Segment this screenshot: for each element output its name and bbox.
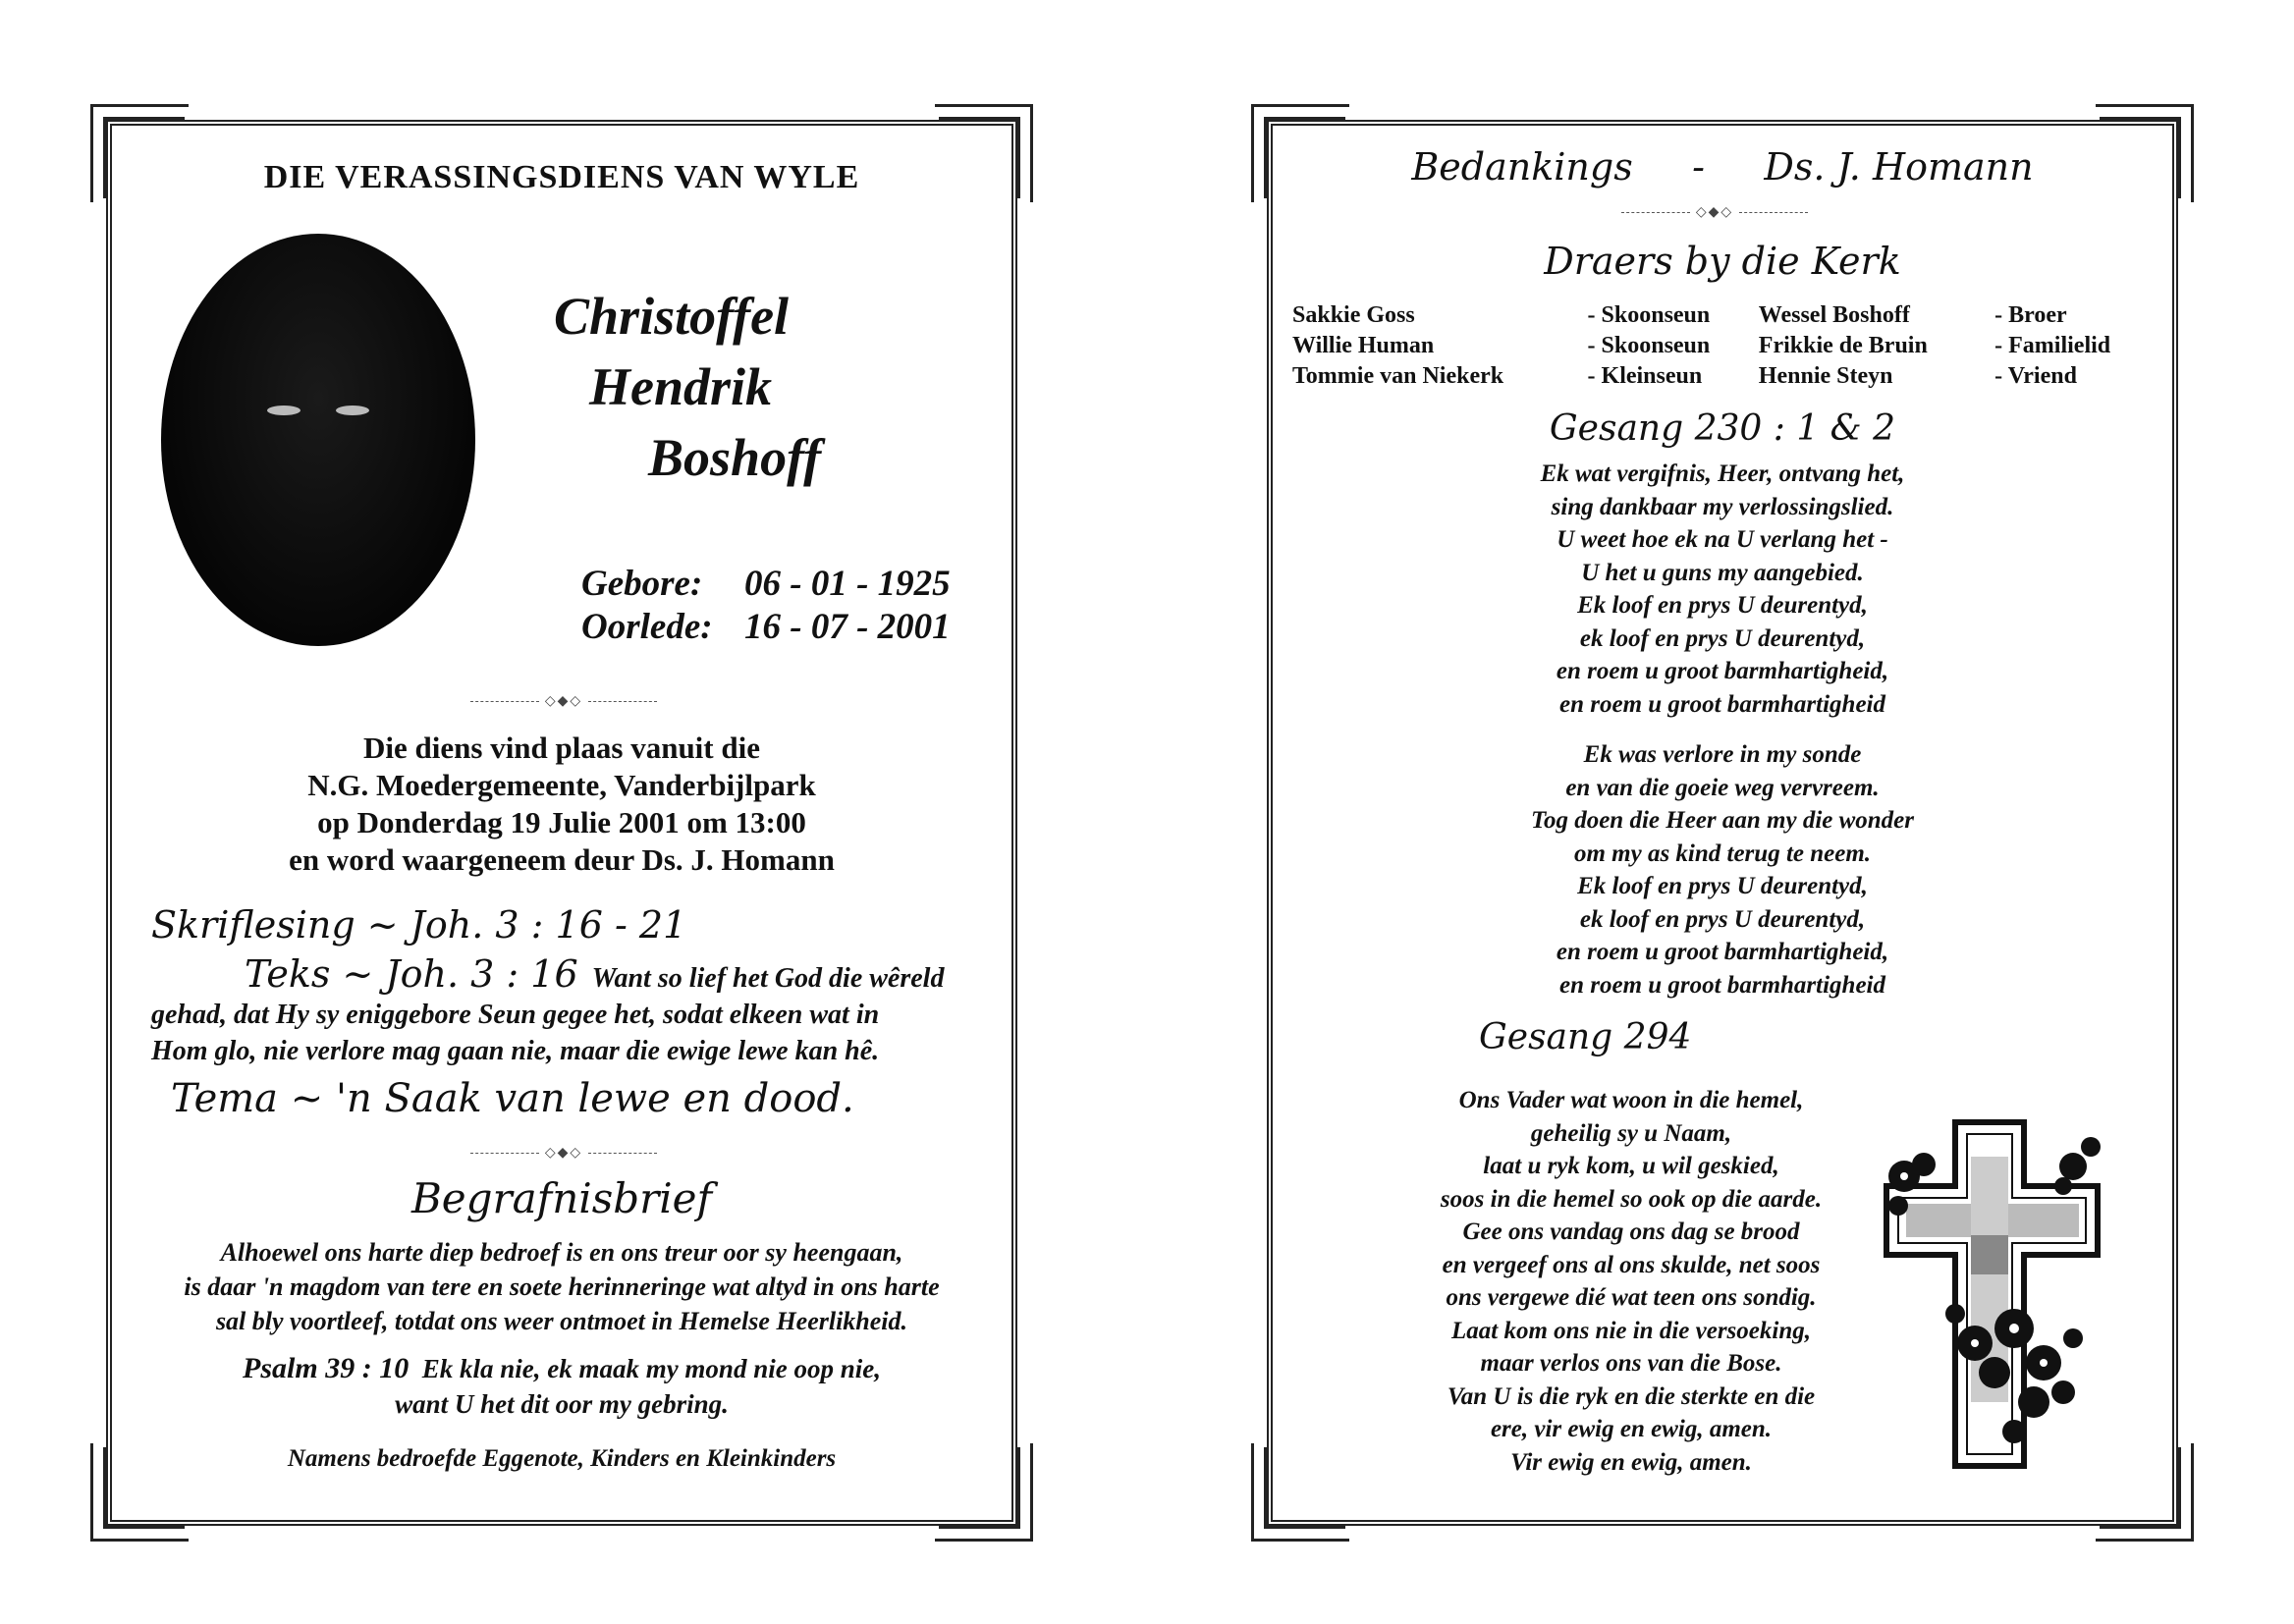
hymn-line: ek loof en prys U deurentyd, bbox=[1579, 905, 1866, 933]
pallbearer-row bbox=[1292, 300, 2157, 331]
portrait-highlight bbox=[336, 406, 369, 415]
thanks-separator: - bbox=[1692, 145, 1705, 189]
hymn-verse bbox=[1273, 458, 2172, 721]
letter-line: is daar 'n magdom van tere en soete herinneringe wat altyd in ons harte bbox=[184, 1272, 940, 1301]
surname: Boshoff bbox=[648, 428, 822, 487]
page-title: DIE VERASSINGSDIENS VAN WYLE bbox=[263, 159, 860, 195]
hymn-line: Vir ewig en ewig, amen. bbox=[1510, 1448, 1752, 1476]
pallbearer-relation: - Familielid bbox=[1994, 333, 2111, 358]
ornament-divider: ◇◆◇ bbox=[1567, 206, 1862, 218]
hymn-line: Ek was verlore in my sonde bbox=[1583, 741, 1862, 768]
hymn-line: sing dankbaar my verlossingslied. bbox=[1551, 493, 1894, 520]
thanks-header bbox=[1273, 145, 2172, 189]
hymn-line: ons vergewe dié wat teen ons sondig. bbox=[1446, 1284, 1817, 1311]
hymn-line: Ek wat vergifnis, Heer, ontvang het, bbox=[1540, 460, 1905, 487]
psalm-quote bbox=[112, 1351, 1011, 1422]
died-date: 16 - 07 - 2001 bbox=[744, 607, 951, 647]
middle-name: Hendrik bbox=[589, 357, 773, 416]
hymn-line: Van U is die ryk en die sterkte en die bbox=[1447, 1382, 1816, 1410]
letter-line: Alhoewel ons harte diep bedroef is en ons treur oor sy heengaan, bbox=[220, 1238, 903, 1267]
right-page bbox=[1267, 120, 2178, 1526]
hymn-line: Tog doen die Heer aan my die wonder bbox=[1530, 807, 1915, 834]
portrait-highlight bbox=[267, 406, 300, 415]
pallbearer-row bbox=[1292, 331, 2157, 361]
pallbearer-title: Draers by die Kerk bbox=[1544, 240, 1901, 283]
hymn-verse bbox=[1273, 738, 2172, 1001]
first-name: Christoffel bbox=[554, 287, 790, 346]
hymn-verse bbox=[1332, 1084, 1931, 1479]
pallbearer-row bbox=[1292, 361, 2157, 392]
hymn-line: en roem u groot barmhartigheid bbox=[1559, 690, 1885, 718]
service-line: N.G. Moedergemeente, Vanderbijlpark bbox=[307, 768, 816, 802]
hymn-line: Ons Vader wat woon in die hemel, bbox=[1458, 1087, 1804, 1113]
service-line: Die diens vind plaas vanuit die bbox=[363, 731, 760, 765]
hymn-line: U weet hoe ek na U verlang het - bbox=[1557, 526, 1888, 553]
born-label: Gebore: bbox=[581, 564, 703, 604]
pallbearer-relation: - Skoonseun bbox=[1587, 333, 1711, 358]
service-line: en word waargeneem deur Ds. J. Homann bbox=[289, 842, 835, 877]
hymn-title: Gesang 294 bbox=[1479, 1017, 1692, 1057]
hymn-line: Gee ons vandag ons dag se brood bbox=[1462, 1218, 1800, 1245]
text-reference: Teks ~ Joh. 3 : 16 bbox=[245, 952, 578, 996]
pallbearer-relation: - Broer bbox=[1994, 302, 2067, 328]
hymn-line: en van die goeie weg vervreem. bbox=[1565, 774, 1880, 801]
ornament-divider: ◇◆◇ bbox=[416, 695, 711, 707]
psalm-line: want U het dit oor my gebring. bbox=[395, 1389, 729, 1419]
hymn-line: soos in die hemel so ook op die aarde. bbox=[1440, 1185, 1823, 1213]
hymn-line: laat u ryk kom, u wil geskied, bbox=[1483, 1153, 1779, 1179]
hymn-line: en roem u groot barmhartigheid, bbox=[1556, 658, 1889, 684]
letter-line: sal bly voortleef, totdat ons weer ontmoet in Hemelse Heerlikheid. bbox=[215, 1307, 908, 1335]
hymn-line: maar verlos ons van die Bose. bbox=[1480, 1350, 1782, 1377]
thanks-name: Ds. J. Homann bbox=[1764, 145, 2034, 189]
text-verse-line: gehad, dat Hy sy eniggebore Seun gegee het, sodat elkeen wat in bbox=[151, 1000, 880, 1030]
left-page bbox=[106, 120, 1017, 1526]
portrait-photo bbox=[161, 234, 475, 646]
hymn-line: Laat kom ons nie in die versoeking, bbox=[1451, 1317, 1811, 1344]
life-dates bbox=[581, 563, 951, 649]
hymn-line: en roem u groot barmhartigheid, bbox=[1556, 939, 1889, 965]
hymn-line: en roem u groot barmhartigheid bbox=[1559, 971, 1885, 999]
ornament-divider: ◇◆◇ bbox=[416, 1147, 711, 1159]
thanks-label: Bedankings bbox=[1411, 145, 1633, 189]
hymn-line: Ek loof en prys U deurentyd, bbox=[1577, 873, 1868, 899]
pallbearer-relation: - Skoonseun bbox=[1587, 302, 1711, 328]
pallbearer-relation: - Vriend bbox=[1994, 363, 2077, 389]
hymn-title: Gesang 230 : 1 & 2 bbox=[1549, 408, 1896, 449]
pallbearer-list bbox=[1292, 300, 2157, 392]
hymn-line: Ek loof en prys U deurentyd, bbox=[1577, 592, 1868, 619]
deceased-name bbox=[554, 281, 821, 493]
pallbearer-name: Tommie van Niekerk bbox=[1292, 363, 1504, 389]
sermon-theme: Tema ~ 'n Saak van lewe en dood. bbox=[171, 1076, 854, 1121]
hymn-line: U het u guns my aangebied. bbox=[1581, 559, 1864, 586]
died-row bbox=[581, 606, 951, 649]
pallbearer-name: Willie Human bbox=[1292, 333, 1435, 358]
born-row bbox=[581, 563, 951, 606]
family-signature: Namens bedroefde Eggenote, Kinders en Kleinkinders bbox=[287, 1445, 837, 1472]
hymn-line: ek loof en prys U deurentyd, bbox=[1579, 624, 1866, 652]
service-line: op Donderdag 19 Julie 2001 om 13:00 bbox=[317, 805, 806, 839]
pallbearer-name: Sakkie Goss bbox=[1292, 302, 1415, 328]
hymn-line: en vergeef ons al ons skulde, net soos bbox=[1442, 1251, 1821, 1278]
funeral-letter bbox=[112, 1235, 1011, 1338]
born-date: 06 - 01 - 1925 bbox=[744, 564, 951, 604]
text-verse-line: Hom glo, nie verlore mag gaan nie, maar die ewige lewe kan hê. bbox=[151, 1036, 880, 1066]
hymn-line: ere, vir ewig en ewig, amen. bbox=[1490, 1416, 1773, 1442]
hymn-line: om my as kind terug te neem. bbox=[1573, 839, 1872, 867]
cross-icon bbox=[1877, 1117, 2112, 1471]
psalm-line: Ek kla nie, ek maak my mond nie oop nie, bbox=[421, 1354, 881, 1383]
scripture-reading: Skriflesing ~ Joh. 3 : 16 - 21 bbox=[151, 903, 687, 947]
text-verse-line: Want so lief het God die wêreld bbox=[591, 963, 945, 994]
hymn-line: geheilig sy u Naam, bbox=[1530, 1119, 1732, 1147]
pallbearer-relation: - Kleinseun bbox=[1587, 363, 1703, 389]
service-details bbox=[112, 730, 1011, 879]
died-label: Oorlede: bbox=[581, 607, 713, 647]
pallbearer-name: Hennie Steyn bbox=[1758, 363, 1893, 389]
pallbearer-name: Wessel Boshoff bbox=[1758, 302, 1910, 328]
letter-title: Begrafnisbrief bbox=[410, 1174, 713, 1222]
sermon-text bbox=[151, 952, 992, 1069]
pallbearer-name: Frikkie de Bruin bbox=[1758, 333, 1928, 358]
psalm-reference: Psalm 39 : 10 bbox=[243, 1352, 410, 1384]
